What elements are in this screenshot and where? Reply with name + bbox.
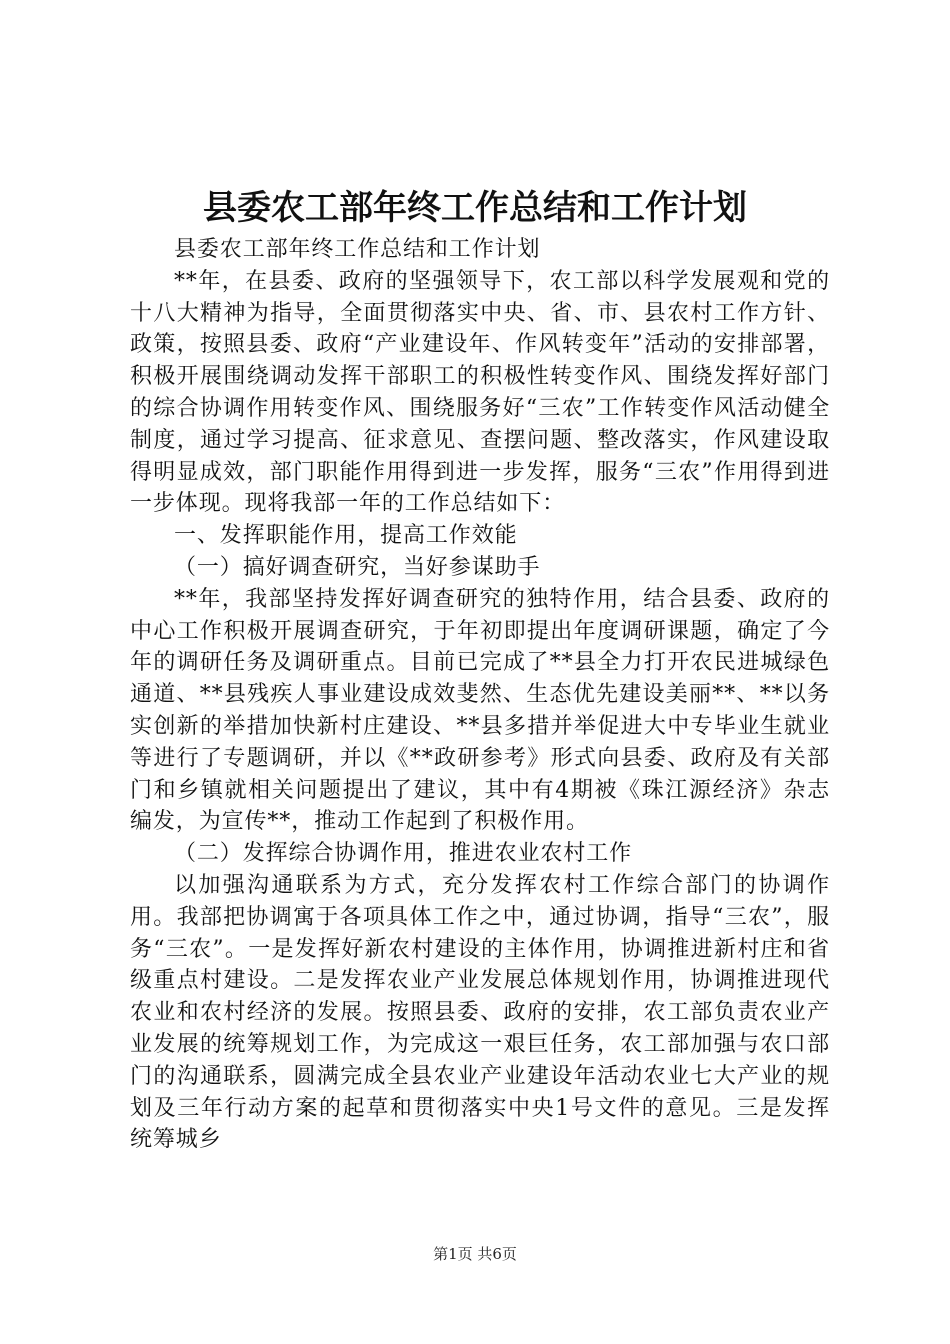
subsection-heading-1: （一）搞好调查研究，当好参谋助手 [174,554,541,580]
paragraph-subtitle: 县委农工部年终工作总结和工作计划 [174,237,541,262]
paragraph-coordination: 以加强沟通联系为方式，充分发挥农村工作综合部门的协调作用。我部把协调寓于各项具体工作之中，通过协调，指导“三农”，服务“三农”。一是发挥好新农村建设的主体作用，协调推进新村庄和省级重点村建设。二是发挥农业产业发展总体规划作用，协调推进现代农业和农村经济的发展。按照县委、政府的安排，农工部负责农业产业发展的统筹规划工作，为完成这一艰巨任务，农工部加强与农口部门的沟通联系，圆满完成全县农业产业建设年活动农业七大产业的规划及三年行动方案的起草和贯彻落实中央1号文件的意见。三是发挥统筹城乡 [130,872,830,1153]
page-footer: 第1页 共6页 [433,1245,517,1263]
paragraph-intro: **年，在县委、政府的坚强领导下，农工部以科学发展观和党的十八大精神为指导，全面贯彻落实中央、省、市、县农村工作方针、政策，按照县委、政府“产业建设年、作风转变年”活动的安排部署，积极开展围绕调动发挥干部职工的积极性转变作风、围绕发挥好部门的综合协调作用转变作风、围绕服务好“三农”工作转变作风活动健全制度，通过学习提高、征求意见、查摆问题、整改落实，作风建设取得明显成效，部门职能作用得到进一步发挥，服务“三农”作用得到进一步体现。现将我部一年的工作总结如下： [130,268,830,517]
document-body [130,234,830,1156]
paragraph-research: **年，我部坚持发挥好调查研究的独特作用，结合县委、政府的中心工作积极开展调查研究，于年初即提出年度调研课题，确定了今年的调研任务及调研重点。目前已完成了**县全力打开农民进城绿色通道、**县残疾人事业建设成效斐然、生态优先建设美丽**、**以务实创新的举措加快新村庄建设、**县多措并举促进大中专毕业生就业等进行了专题调研，并以《**政研参考》形式向县委、政府及有关部门和乡镇就相关问题提出了建议，其中有4期被《珠江源经济》杂志编发，为宣传**，推动工作起到了积极作用。 [130,586,830,835]
subsection-heading-2: （二）发挥综合协调作用，推进农业农村工作 [174,841,633,867]
section-heading-1: 一、发挥职能作用，提高工作效能 [174,523,518,549]
document-title: 县委农工部年终工作总结和工作计划 [203,188,747,228]
